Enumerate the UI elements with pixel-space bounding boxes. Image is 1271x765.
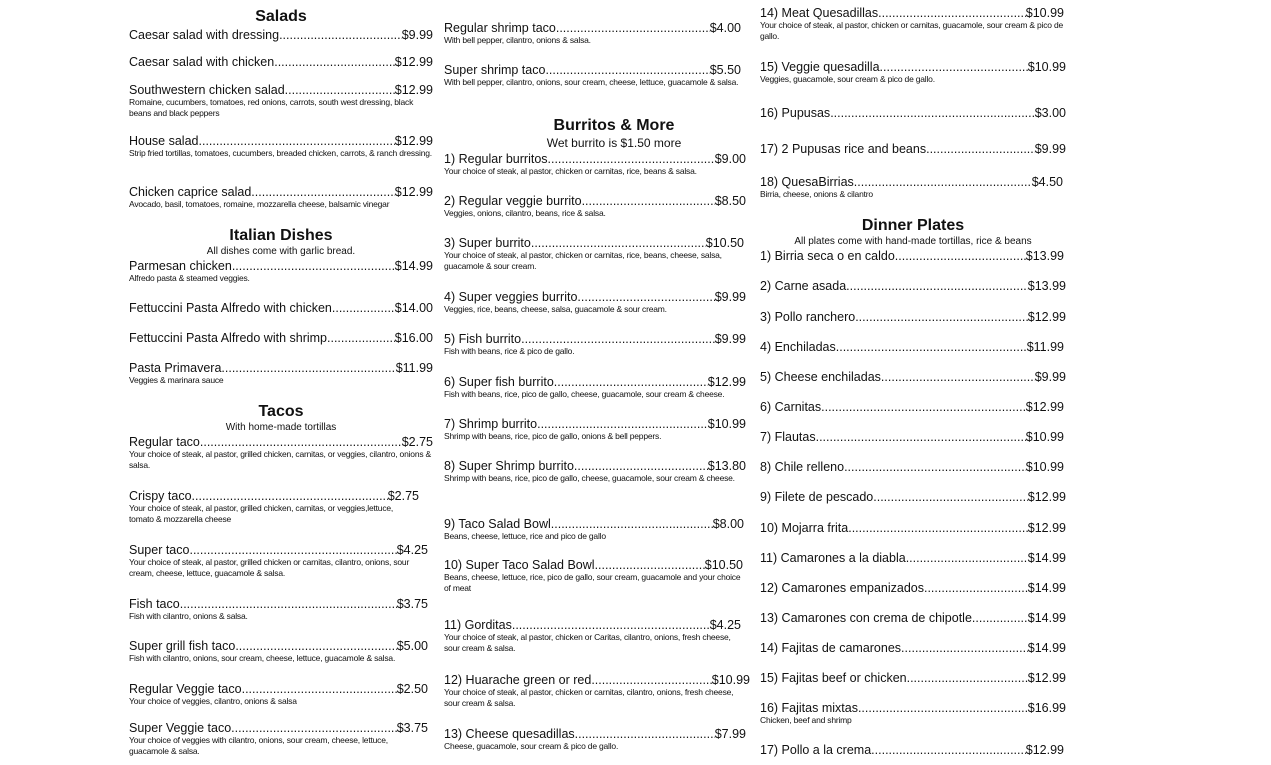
item-price: $12.99	[1025, 400, 1064, 414]
item-name: Super grill fish taco	[129, 639, 236, 653]
item-name: 6) Carnitas	[760, 400, 822, 414]
item-description: Veggies, guacamole, sour cream & pico de gallo.	[760, 74, 935, 84]
item-price: $10.99	[711, 673, 750, 687]
menu-item	[129, 682, 428, 707]
item-price: $13.99	[1027, 279, 1066, 293]
item-name: 11) Gorditas	[444, 618, 512, 632]
item-description: Alfredo pasta & steamed veggies.	[129, 273, 250, 283]
item-description: Your choice of steak, al pastor, grilled chicken, carnitas, or veggies,lettuce, tomato & mozzarella cheese	[129, 503, 394, 524]
menu-item	[760, 701, 1066, 726]
item-price: $10.99	[1025, 6, 1064, 20]
item-name: 3) Pollo ranchero	[760, 310, 856, 324]
section-title: Dinner Plates	[861, 217, 965, 234]
item-name: Crispy taco	[129, 489, 192, 503]
item-name: 16) Fajitas mixtas	[760, 701, 858, 715]
item-price: $13.80	[707, 459, 746, 473]
item-price: $16.99	[1027, 701, 1066, 715]
item-description: Romaine, cucumbers, tomatoes, red onions, carrots, south west dressing, black beans and black peppers	[129, 97, 414, 118]
menu-item	[444, 63, 741, 88]
item-price: $9.99	[401, 28, 433, 42]
item-name: 14) Meat Quesadillas	[760, 6, 879, 20]
item-price: $2.50	[396, 682, 428, 696]
item-price: $2.75	[387, 489, 419, 503]
menu-item	[444, 517, 744, 542]
menu-item	[444, 21, 741, 46]
item-price: $4.25	[396, 543, 428, 557]
item-price: $8.00	[712, 517, 744, 531]
item-price: $16.00	[394, 331, 433, 345]
item-name: 17) Pollo a la crema	[760, 743, 872, 757]
item-name: 2) Carne asada	[760, 279, 847, 293]
item-name: 9) Filete de pescado	[760, 490, 874, 504]
section-burritos	[444, 117, 784, 150]
item-name: 1) Birria seca o en caldo	[760, 249, 895, 263]
menu-item	[760, 671, 1066, 685]
item-price: $14.99	[1027, 551, 1066, 565]
item-price: $2.75	[401, 435, 433, 449]
item-price: $4.00	[709, 21, 741, 35]
item-price: $14.99	[1027, 581, 1066, 595]
section-note: All plates come with hand-made tortillas, rice & beans	[794, 236, 1032, 247]
menu-item	[760, 106, 1066, 120]
item-price: $7.99	[714, 727, 746, 741]
item-price: $8.50	[714, 194, 746, 208]
menu-item	[760, 310, 1066, 324]
item-price: $3.75	[396, 597, 428, 611]
item-price: $4.25	[709, 618, 741, 632]
item-name: Super Veggie taco	[129, 721, 232, 735]
section-title: Salads	[255, 8, 307, 25]
item-name: 13) Cheese quesadillas	[444, 727, 575, 741]
menu-item	[129, 435, 433, 471]
item-price: $9.99	[1034, 370, 1066, 384]
menu-item	[760, 370, 1066, 384]
item-name: Fettuccini Pasta Alfredo with chicken	[129, 301, 332, 315]
menu-item	[760, 611, 1066, 625]
item-name: 7) Shrimp burrito	[444, 417, 538, 431]
menu-item	[444, 459, 746, 484]
item-description: Your choice of steak, al pastor, grilled chicken, carnitas, or veggies, cilantro, onions & salsa.	[129, 449, 432, 470]
item-price: $10.99	[1025, 460, 1064, 474]
item-price: $12.99	[394, 185, 433, 199]
menu-item	[444, 332, 746, 357]
item-name: 16) Pupusas	[760, 106, 831, 120]
menu-item	[760, 175, 1063, 200]
item-name: 8) Super Shrimp burrito	[444, 459, 574, 473]
item-price: $11.99	[395, 361, 433, 375]
item-description: Beans, cheese, lettuce, rice, pico de gallo, sour cream, guacamole and your choice of meat	[444, 572, 741, 593]
item-price: $10.50	[705, 236, 744, 250]
section-note: Wet burrito is $1.50 more	[546, 136, 682, 150]
item-name: 18) QuesaBirrias	[760, 175, 854, 189]
menu-item	[444, 375, 746, 400]
item-description: Your choice of steak, al pastor, chicken or carnitas, guacamole, sour cream & pico de gallo.	[760, 20, 1064, 41]
item-description: Cheese, guacamole, sour cream & pico de gallo.	[444, 741, 619, 751]
menu-item	[444, 727, 746, 752]
menu-item	[760, 279, 1066, 293]
menu-item	[760, 142, 1066, 156]
menu-item	[444, 152, 746, 177]
item-name: 8) Chile relleno	[760, 460, 845, 474]
menu-item	[444, 236, 744, 272]
item-name: 6) Super fish burrito	[444, 375, 554, 389]
item-description: Chicken, beef and shrimp	[760, 715, 852, 725]
item-price: $13.99	[1025, 249, 1064, 263]
item-description: Shrimp with beans, rice, pico de gallo, cheese, guacamole, sour cream & cheese.	[444, 473, 735, 483]
menu-item	[129, 55, 433, 69]
section-salads	[129, 8, 433, 26]
menu-item	[129, 134, 433, 159]
section-title: Tacos	[258, 403, 304, 420]
item-name: Caesar salad with dressing	[129, 28, 280, 42]
menu-item	[444, 618, 741, 654]
menu-item	[760, 430, 1064, 444]
item-description: Fish with beans, rice, pico de gallo, cheese, guacamole, sour cream & cheese.	[444, 389, 725, 399]
item-description: Your choice of steak, al pastor, chicken or Caritas, cilantro, onions, fresh cheese, sour cream & salsa.	[444, 632, 731, 653]
item-description: Veggies, rice, beans, cheese, salsa, guacamole & sour cream.	[444, 304, 667, 314]
item-description: Strip fried tortillas, tomatoes, cucumbers, breaded chicken, carrots, & ranch dressing.	[129, 148, 432, 158]
item-price: $14.99	[1027, 611, 1066, 625]
item-name: 4) Super veggies burrito	[444, 290, 578, 304]
item-description: With bell pepper, cilantro, onions, sour cream, cheese, lettuce, guacamole & salsa.	[444, 77, 739, 87]
item-description: Veggies & marinara sauce	[129, 375, 224, 385]
item-name: Fish taco	[129, 597, 180, 611]
item-name: Caesar salad with chicken	[129, 55, 275, 69]
item-name: 5) Cheese enchiladas	[760, 370, 881, 384]
item-name: 12) Huarache green or red	[444, 673, 592, 687]
menu-item	[129, 28, 433, 42]
menu-item	[444, 673, 750, 709]
item-price: $12.99	[1027, 521, 1066, 535]
item-name: 13) Camarones con crema de chipotle	[760, 611, 972, 625]
menu-item	[760, 249, 1064, 263]
item-price: $4.50	[1031, 175, 1063, 189]
item-price: $14.99	[1027, 641, 1066, 655]
menu-item	[760, 521, 1066, 535]
item-description: Veggies, onions, cilantro, beans, rice & salsa.	[444, 208, 606, 218]
item-name: House salad	[129, 134, 199, 148]
item-price: $12.99	[1027, 310, 1066, 324]
menu-item	[129, 543, 428, 579]
item-name: 7) Flautas	[760, 430, 816, 444]
item-price: $12.99	[394, 83, 433, 97]
menu-item	[129, 259, 433, 284]
item-price: $12.99	[1027, 490, 1066, 504]
item-name: Regular Veggie taco	[129, 682, 242, 696]
item-price: $3.75	[396, 721, 428, 735]
menu-item	[444, 558, 743, 594]
item-description: Beans, cheese, lettuce, rice and pico de gallo	[444, 531, 606, 541]
item-description: Your choice of steak, al pastor, chicken or carnitas, rice, beans, cheese, salsa, guacamole & sour cream.	[444, 250, 722, 271]
section-note: All dishes come with garlic bread.	[206, 246, 356, 257]
item-description: Fish with beans, rice & pico de gallo.	[444, 346, 575, 356]
item-name: Super taco	[129, 543, 190, 557]
item-name: Chicken caprice salad	[129, 185, 252, 199]
menu-item	[129, 721, 428, 757]
section-dinner-plates	[760, 217, 1066, 247]
menu-item	[760, 490, 1066, 504]
item-name: 15) Fajitas beef or chicken	[760, 671, 907, 685]
menu-item	[129, 185, 433, 210]
item-description: Avocado, basil, tomatoes, romaine, mozzarella cheese, balsamic vinegar	[129, 199, 390, 209]
item-price: $3.00	[1034, 106, 1066, 120]
item-name: 11) Camarones a la diabla	[760, 551, 906, 565]
item-name: 5) Fish burrito	[444, 332, 522, 346]
item-name: 9) Taco Salad Bowl	[444, 517, 551, 531]
item-price: $12.99	[1027, 671, 1066, 685]
section-note: With home-made tortillas	[225, 422, 337, 433]
item-name: 10) Mojarra frita	[760, 521, 849, 535]
menu-item	[760, 340, 1064, 354]
item-description: With bell pepper, cilantro, onions & salsa.	[444, 35, 591, 45]
item-description: Fish with cilantro, onions & salsa.	[129, 611, 248, 621]
menu-item	[129, 361, 433, 386]
item-name: 3) Super burrito	[444, 236, 531, 250]
item-price: $9.99	[714, 332, 746, 346]
menu-item	[760, 460, 1064, 474]
menu-item	[129, 639, 428, 664]
item-name: 2) Regular veggie burrito	[444, 194, 582, 208]
item-price: $14.00	[394, 301, 433, 315]
item-name: Southwestern chicken salad	[129, 83, 285, 97]
menu-item	[760, 400, 1064, 414]
item-description: Shrimp with beans, rice, pico de gallo, onions & bell peppers.	[444, 431, 662, 441]
item-price: $12.99	[1025, 743, 1064, 757]
menu-item	[760, 60, 1066, 85]
menu-item	[444, 290, 746, 315]
menu-item	[760, 743, 1064, 757]
item-price: $12.99	[394, 55, 433, 69]
item-price: $12.99	[707, 375, 746, 389]
menu-item	[760, 551, 1066, 565]
section-tacos	[129, 403, 433, 433]
item-name: 14) Fajitas de camarones	[760, 641, 902, 655]
item-name: 12) Camarones empanizados	[760, 581, 924, 595]
item-description: Your choice of steak, al pastor, chicken or carnitas, rice, beans & salsa.	[444, 166, 697, 176]
item-description: Your choice of steak, al pastor, chicken or carnitas, cilantro, onions, fresh cheese, sour cream & salsa.	[444, 687, 734, 708]
section-title: Italian Dishes	[229, 227, 333, 244]
menu-item	[444, 417, 746, 442]
item-name: Regular shrimp taco	[444, 21, 556, 35]
item-description: Fish with cilantro, onions, sour cream, cheese, lettuce, guacamole & salsa.	[129, 653, 396, 663]
item-name: 1) Regular burritos	[444, 152, 548, 166]
item-name: Pasta Primavera	[129, 361, 222, 375]
item-price: $10.99	[1027, 60, 1066, 74]
item-price: $9.99	[1034, 142, 1066, 156]
menu-item	[129, 83, 433, 119]
item-name: 15) Veggie quesadilla	[760, 60, 880, 74]
item-price: $10.99	[1025, 430, 1064, 444]
item-description: Birria, cheese, onions & cilantro	[760, 189, 873, 199]
menu-item	[129, 301, 433, 315]
item-name: 10) Super Taco Salad Bowl	[444, 558, 595, 572]
item-price: $9.99	[714, 290, 746, 304]
item-price: $5.50	[709, 63, 741, 77]
item-price: $10.50	[704, 558, 743, 572]
item-price: $5.00	[396, 639, 428, 653]
item-price: $12.99	[394, 134, 433, 148]
item-name: Fettuccini Pasta Alfredo with shrimp	[129, 331, 327, 345]
item-description: Your choice of steak, al pastor, grilled chicken or carnitas, cilantro, onions, sour cream, cheese, lettuce, guacamole & salsa.	[129, 557, 410, 578]
section-title: Burritos & More	[553, 117, 675, 134]
item-price: $10.99	[707, 417, 746, 431]
item-name: Super shrimp taco	[444, 63, 546, 77]
menu-item	[760, 581, 1066, 595]
menu-item	[760, 641, 1066, 655]
menu-item	[444, 194, 746, 219]
menu-item	[129, 331, 433, 345]
menu-item	[129, 597, 428, 622]
item-name: 4) Enchiladas	[760, 340, 836, 354]
item-name: Regular taco	[129, 435, 200, 449]
menu-item	[760, 6, 1064, 42]
item-name: 17) 2 Pupusas rice and beans	[760, 142, 927, 156]
menu-item	[129, 489, 419, 525]
section-italian	[129, 227, 433, 257]
item-name: Parmesan chicken	[129, 259, 232, 273]
item-price: $9.00	[714, 152, 746, 166]
item-price: $14.99	[394, 259, 433, 273]
item-price: $11.99	[1026, 340, 1064, 354]
item-description: Your choice of veggies, cilantro, onions & salsa	[129, 696, 297, 706]
item-description: Your choice of veggies with cilantro, onions, sour cream, cheese, lettuce, guacamole & salsa.	[129, 735, 388, 756]
